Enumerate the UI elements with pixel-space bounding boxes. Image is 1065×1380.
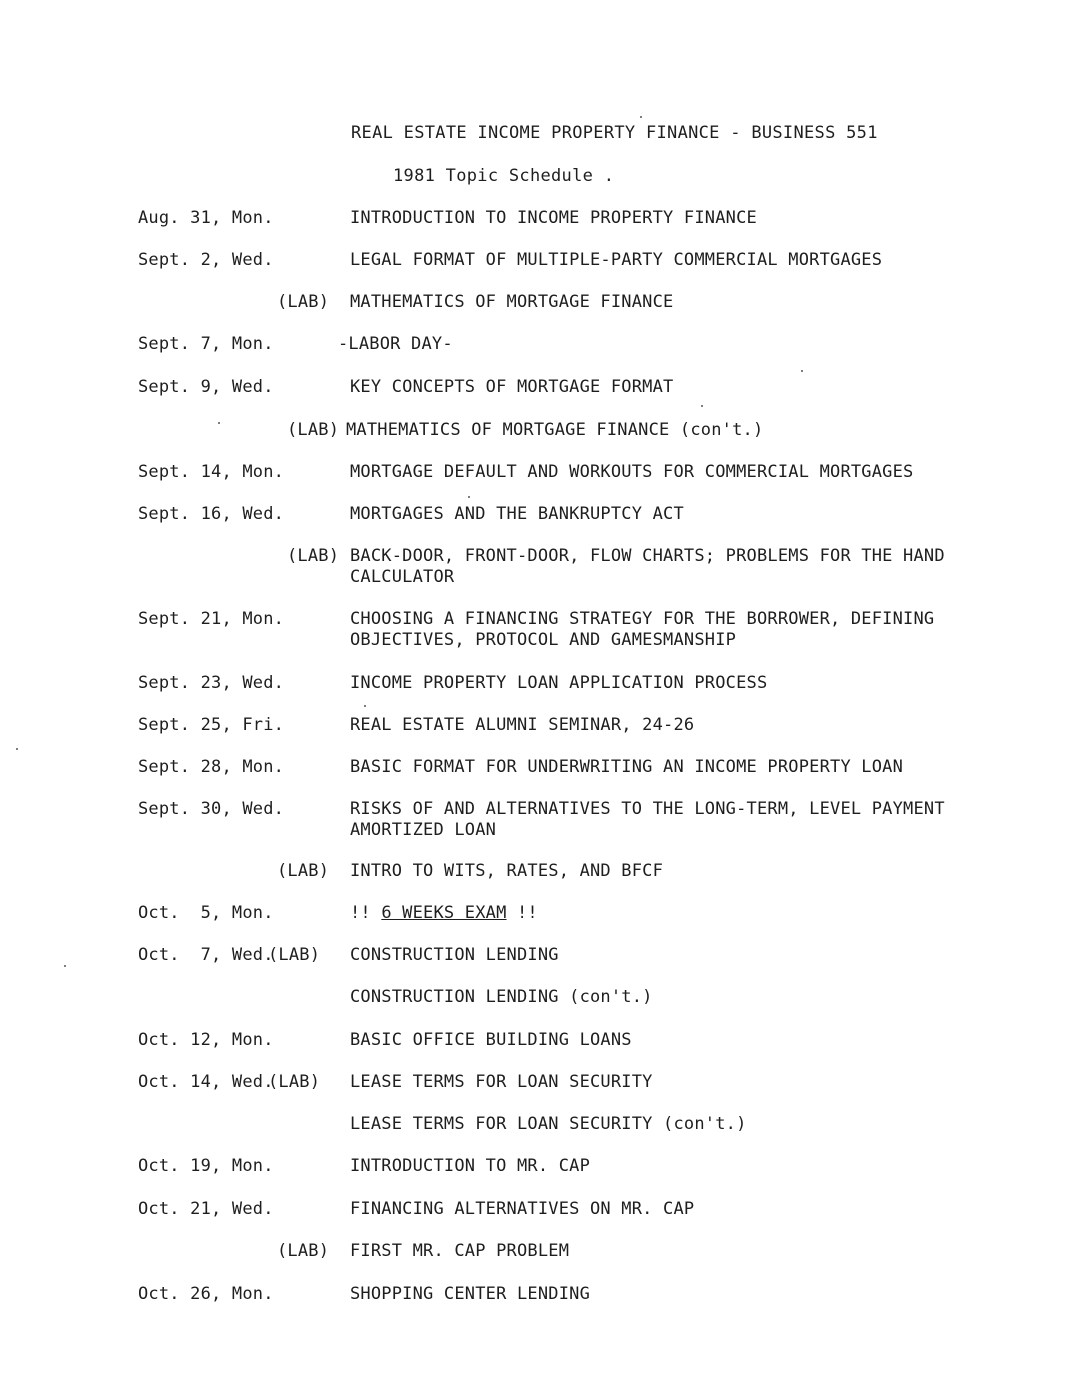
row-topic: INTRODUCTION TO MR. CAP [350, 1156, 591, 1176]
scan-speck [801, 370, 803, 372]
row-topic: REAL ESTATE ALUMNI SEMINAR, 24-26 [350, 715, 695, 735]
lab-label: (LAB) [277, 1241, 330, 1261]
scan-speck [64, 965, 66, 967]
row-topic: BASIC FORMAT FOR UNDERWRITING AN INCOME PROPERTY LOAN [350, 757, 904, 777]
row-topic: MORTGAGE DEFAULT AND WORKOUTS FOR COMMERCIAL MORTGAGES [350, 462, 914, 482]
row-topic: CONSTRUCTION LENDING (con't.) [350, 987, 653, 1007]
row-date: Sept. 28, Mon. [138, 757, 285, 777]
lab-label: (LAB) [277, 292, 330, 312]
row-topic: INTRO TO WITS, RATES, AND BFCF [350, 861, 664, 881]
row-topic: INTRODUCTION TO INCOME PROPERTY FINANCE [350, 208, 757, 228]
row-topic: BACK-DOOR, FRONT-DOOR, FLOW CHARTS; PROBLEMS FOR THE HAND CALCULATOR [350, 546, 945, 587]
document-subtitle: 1981 Topic Schedule . [393, 166, 615, 186]
row-topic: LEASE TERMS FOR LOAN SECURITY [350, 1072, 653, 1092]
row-topic: BASIC OFFICE BUILDING LOANS [350, 1030, 632, 1050]
lab-label: (LAB) [287, 420, 340, 440]
row-topic [350, 903, 990, 924]
row-date: Oct. 5, Mon. [138, 903, 274, 923]
row-date: Sept. 23, Wed. [138, 673, 285, 693]
row-topic: CONSTRUCTION LENDING [350, 945, 559, 965]
document-title: REAL ESTATE INCOME PROPERTY FINANCE - BUSINESS 551 [351, 123, 878, 143]
exam-suffix: !! [506, 903, 538, 923]
scan-speck [701, 405, 703, 407]
row-topic: FIRST MR. CAP PROBLEM [350, 1241, 570, 1261]
row-date: Oct. 19, Mon. [138, 1156, 274, 1176]
row-date: Oct. 12, Mon. [138, 1030, 274, 1050]
row-topic: KEY CONCEPTS OF MORTGAGE FORMAT [350, 377, 674, 397]
row-topic: FINANCING ALTERNATIVES ON MR. CAP [350, 1199, 695, 1219]
lab-label: (LAB) [268, 1072, 321, 1092]
exam-prefix: !! [350, 903, 382, 923]
row-topic: LEGAL FORMAT OF MULTIPLE-PARTY COMMERCIAL MORTGAGES [350, 250, 883, 270]
row-date: Oct. 14, Wed. [138, 1072, 274, 1092]
row-topic: SHOPPING CENTER LENDING [350, 1284, 591, 1304]
row-topic: MORTGAGES AND THE BANKRUPTCY ACT [350, 504, 684, 524]
row-date: Aug. 31, Mon. [138, 208, 274, 228]
row-topic: MATHEMATICS OF MORTGAGE FINANCE (con't.) [346, 420, 764, 440]
row-topic: LEASE TERMS FOR LOAN SECURITY (con't.) [350, 1114, 747, 1134]
row-topic: CHOOSING A FINANCING STRATEGY FOR THE BORROWER, DEFINING OBJECTIVES, PROTOCOL AND GAMESMANSHIP [350, 609, 935, 650]
row-date: Sept. 2, Wed. [138, 250, 274, 270]
row-date: Sept. 21, Mon. [138, 609, 285, 629]
row-date: Sept. 14, Mon. [138, 462, 285, 482]
row-date: Sept. 16, Wed. [138, 504, 285, 524]
scan-speck [364, 705, 366, 707]
lab-label: (LAB) [287, 546, 340, 566]
row-date: Sept. 25, Fri. [138, 715, 285, 735]
row-topic: RISKS OF AND ALTERNATIVES TO THE LONG-TERM, LEVEL PAYMENT AMORTIZED LOAN [350, 799, 945, 840]
scan-speck [640, 116, 642, 118]
row-date: Sept. 7, Mon. [138, 334, 274, 354]
scan-speck [16, 748, 18, 750]
row-date: Oct. 21, Wed. [138, 1199, 274, 1219]
row-date: Oct. 7, Wed. [138, 945, 274, 965]
row-date: Oct. 26, Mon. [138, 1284, 274, 1304]
lab-label: (LAB) [268, 945, 321, 965]
row-date: Sept. 9, Wed. [138, 377, 274, 397]
row-date: Sept. 30, Wed. [138, 799, 285, 819]
exam-label: 6 WEEKS EXAM [381, 903, 507, 923]
scan-speck [468, 496, 470, 498]
row-topic: INCOME PROPERTY LOAN APPLICATION PROCESS [350, 673, 768, 693]
scan-speck [218, 422, 220, 424]
row-topic: MATHEMATICS OF MORTGAGE FINANCE [350, 292, 674, 312]
row-topic: -LABOR DAY- [338, 334, 453, 354]
lab-label: (LAB) [277, 861, 330, 881]
